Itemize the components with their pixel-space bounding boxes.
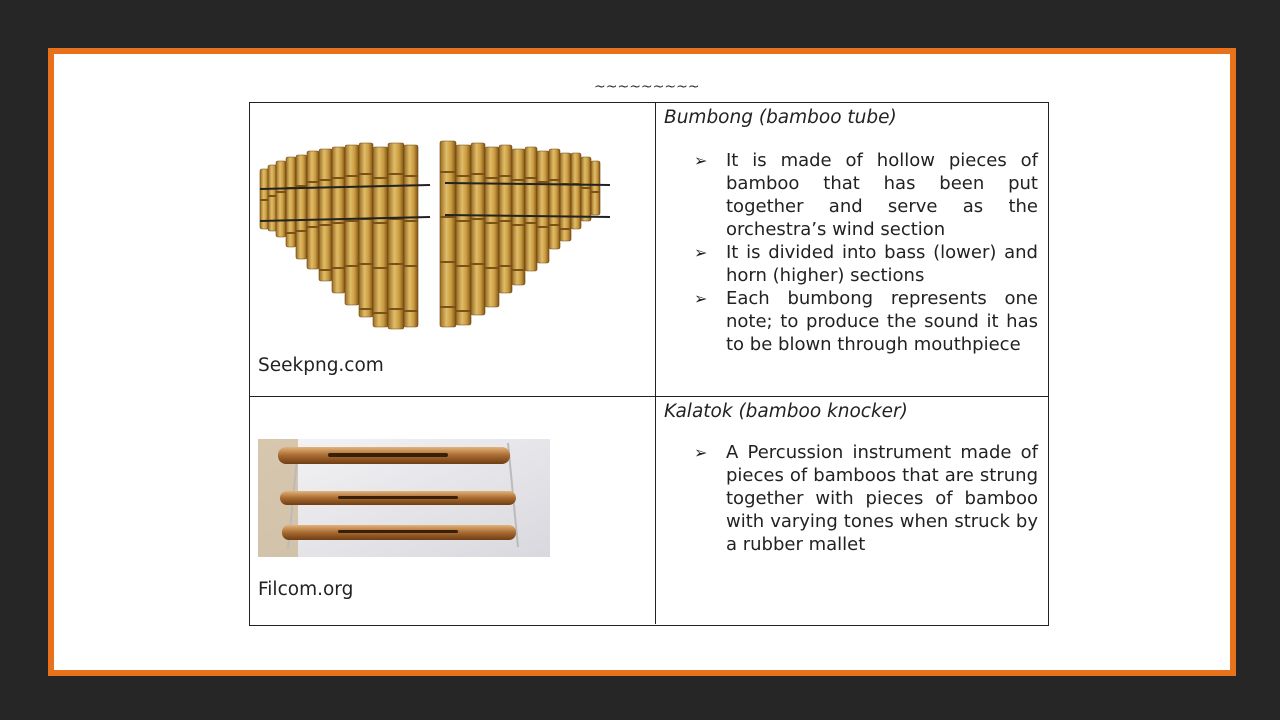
- list-item: ➢ Each bumbong represents one note; to produce the sound it has to be blown through mouthpiece: [694, 288, 1038, 355]
- table-row: [250, 396, 1048, 624]
- arrow-bullet-icon: ➢: [694, 443, 708, 462]
- list-item: ➢ It is divided into bass (lower) and horn (higher) sections: [694, 242, 1038, 286]
- instrument-heading: Bumbong (bamboo tube): [664, 107, 897, 128]
- arrow-bullet-icon: ➢: [694, 243, 708, 262]
- image-cell: [250, 103, 655, 396]
- arrow-bullet-icon: ➢: [694, 151, 708, 170]
- instrument-table: [249, 102, 1049, 626]
- left-panpipe: [260, 143, 418, 329]
- bullet-list: [694, 149, 1038, 356]
- bamboo-pipes-image: [260, 141, 620, 341]
- bamboo-knocker-image: [258, 439, 550, 557]
- description-cell: [655, 397, 1049, 624]
- list-item: ➢ A Percussion instrument made of pieces of bamboos that are strung together with pieces of bamboo with varying tones when struck by a rubber mallet: [694, 442, 1038, 555]
- instrument-heading: Kalatok (bamboo knocker): [664, 401, 908, 422]
- image-source: Filcom.org: [258, 579, 354, 600]
- arrow-bullet-icon: ➢: [694, 289, 708, 308]
- cut-off-text: ~~~~~~~~~: [594, 79, 700, 95]
- slide: [48, 48, 1236, 676]
- right-panpipe: [440, 141, 600, 327]
- image-cell: [250, 397, 655, 624]
- bullet-list: [694, 441, 1038, 556]
- image-source: Seekpng.com: [258, 355, 384, 376]
- description-cell: [655, 103, 1049, 396]
- list-item: ➢ It is made of hollow pieces of bamboo that has been put together and serve as the orchestra’s wind section: [694, 150, 1038, 240]
- table-row: [250, 102, 1048, 396]
